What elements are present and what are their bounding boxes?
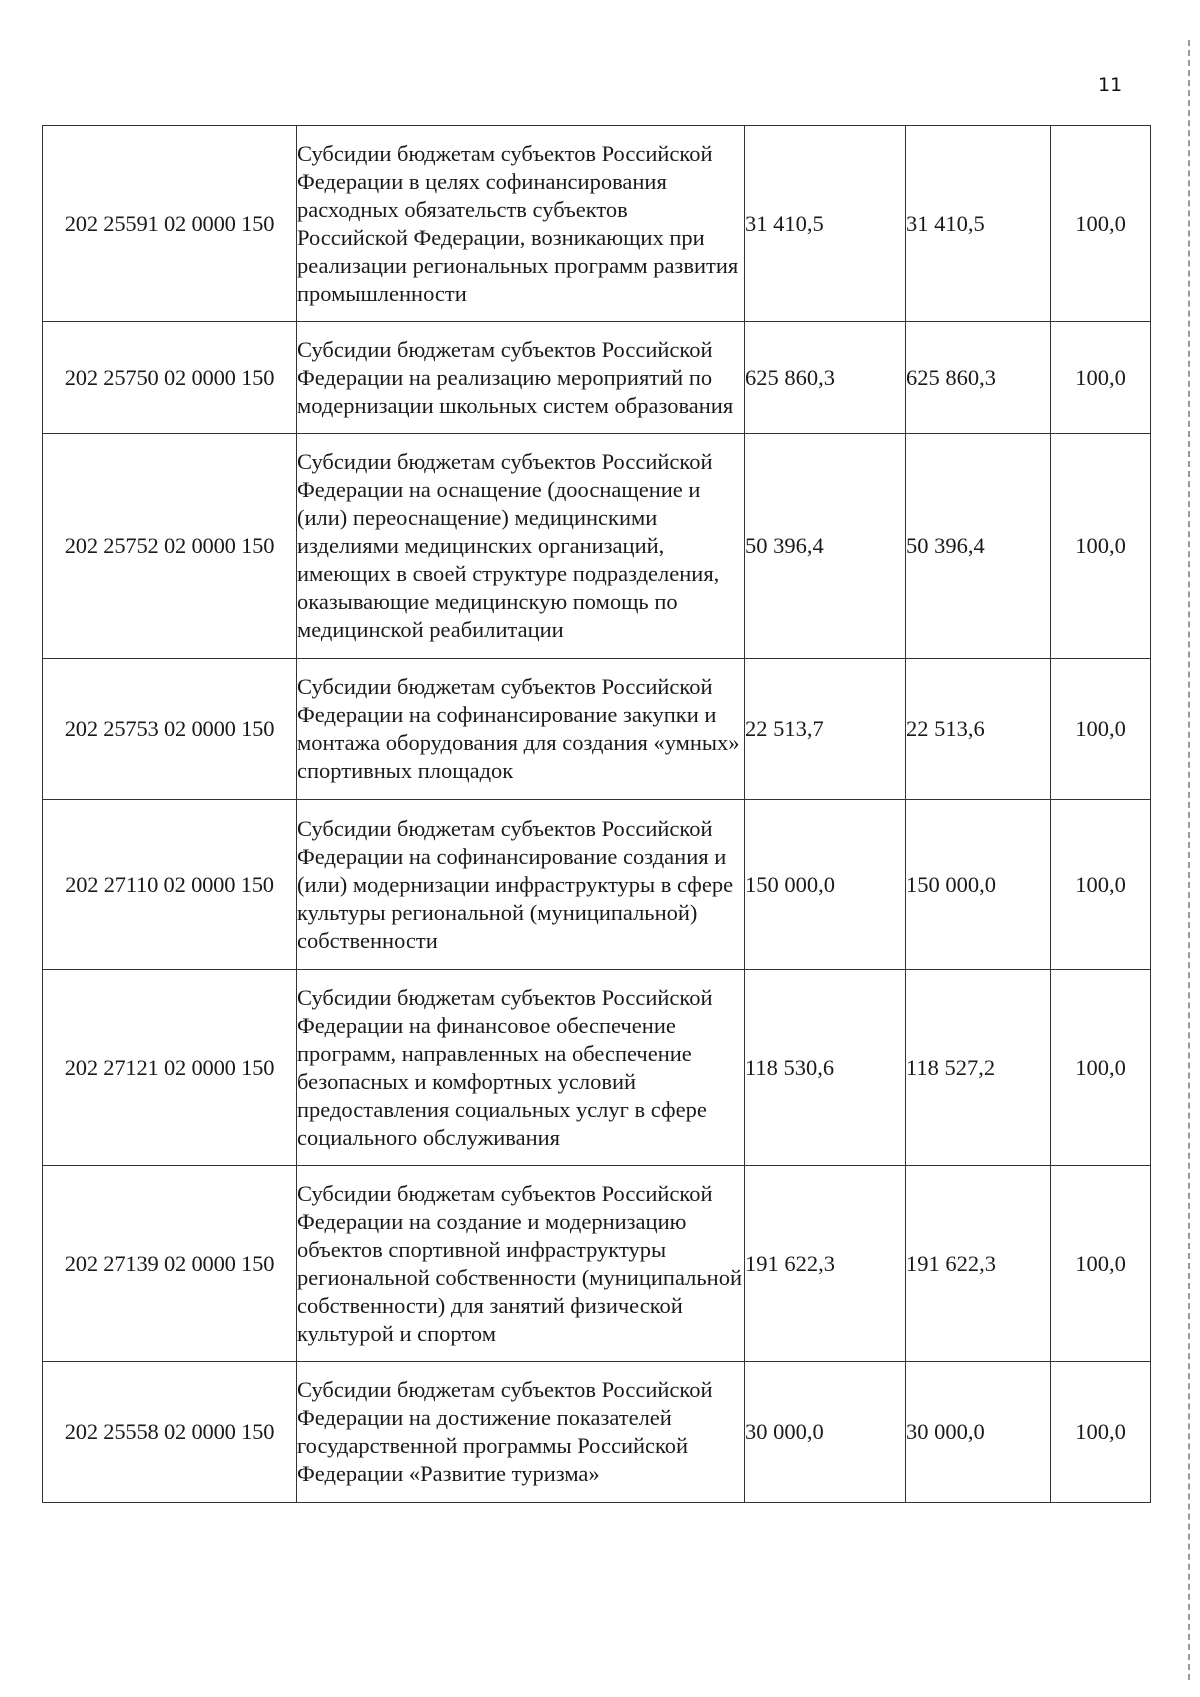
- actual-amount: 50 396,4: [906, 434, 1051, 659]
- table-row: [43, 1166, 1151, 1362]
- table-row: [43, 322, 1151, 434]
- scan-edge-line: [1188, 40, 1190, 1680]
- actual-amount: 22 513,6: [906, 659, 1051, 800]
- table-row: [43, 434, 1151, 659]
- planned-amount: 118 530,6: [745, 970, 906, 1166]
- execution-percent: 100,0: [1051, 322, 1151, 434]
- page-number: 11: [1098, 74, 1123, 96]
- budget-code: 202 27121 02 0000 150: [43, 970, 297, 1166]
- planned-amount: 31 410,5: [745, 126, 906, 322]
- row-description: Субсидии бюджетам субъектов Российской Федерации на реализацию мероприятий по модернизации школьных систем образования: [297, 322, 745, 434]
- execution-percent: 100,0: [1051, 1362, 1151, 1503]
- actual-amount: 625 860,3: [906, 322, 1051, 434]
- row-description: Субсидии бюджетам субъектов Российской Федерации на софинансирование закупки и монтажа оборудования для создания «умных» спортивных площадок: [297, 659, 745, 800]
- table-row: [43, 970, 1151, 1166]
- table-row: [43, 659, 1151, 800]
- budget-code: 202 25750 02 0000 150: [43, 322, 297, 434]
- planned-amount: 22 513,7: [745, 659, 906, 800]
- table-row: [43, 1362, 1151, 1503]
- planned-amount: 625 860,3: [745, 322, 906, 434]
- row-description: Субсидии бюджетам субъектов Российской Федерации на достижение показателей государственной программы Российской Федерации «Развитие туризма»: [297, 1362, 745, 1503]
- actual-amount: 118 527,2: [906, 970, 1051, 1166]
- budget-code: 202 25558 02 0000 150: [43, 1362, 297, 1503]
- table-row: [43, 126, 1151, 322]
- planned-amount: 30 000,0: [745, 1362, 906, 1503]
- budget-code: 202 25591 02 0000 150: [43, 126, 297, 322]
- execution-percent: 100,0: [1051, 1166, 1151, 1362]
- actual-amount: 191 622,3: [906, 1166, 1051, 1362]
- budget-table: [42, 125, 1151, 1503]
- planned-amount: 150 000,0: [745, 800, 906, 970]
- budget-code: 202 27110 02 0000 150: [43, 800, 297, 970]
- execution-percent: 100,0: [1051, 659, 1151, 800]
- row-description: Субсидии бюджетам субъектов Российской Федерации в целях софинансирования расходных обязательств субъектов Российской Федерации, возникающих при реализации региональных программ развития промышленности: [297, 126, 745, 322]
- budget-code: 202 25753 02 0000 150: [43, 659, 297, 800]
- row-description: Субсидии бюджетам субъектов Российской Федерации на финансовое обеспечение программ, направленных на обеспечение безопасных и комфортных условий предоставления социальных услуг в сфере социального обслуживания: [297, 970, 745, 1166]
- row-description: Субсидии бюджетам субъектов Российской Федерации на софинансирование создания и (или) модернизации инфраструктуры в сфере культуры региональной (муниципальной) собственности: [297, 800, 745, 970]
- execution-percent: 100,0: [1051, 126, 1151, 322]
- budget-code: 202 25752 02 0000 150: [43, 434, 297, 659]
- execution-percent: 100,0: [1051, 800, 1151, 970]
- planned-amount: 191 622,3: [745, 1166, 906, 1362]
- actual-amount: 150 000,0: [906, 800, 1051, 970]
- row-description: Субсидии бюджетам субъектов Российской Федерации на создание и модернизацию объектов спортивной инфраструктуры региональной собственности (муниципальной собственности) для занятий физической культурой и спортом: [297, 1166, 745, 1362]
- actual-amount: 31 410,5: [906, 126, 1051, 322]
- planned-amount: 50 396,4: [745, 434, 906, 659]
- budget-code: 202 27139 02 0000 150: [43, 1166, 297, 1362]
- row-description: Субсидии бюджетам субъектов Российской Федерации на оснащение (дооснащение и (или) переоснащение) медицинскими изделиями медицинских организаций, имеющих в своей структуре подразделения, оказывающие медицинскую помощь по медицинской реабилитации: [297, 434, 745, 659]
- execution-percent: 100,0: [1051, 434, 1151, 659]
- table-row: [43, 800, 1151, 970]
- actual-amount: 30 000,0: [906, 1362, 1051, 1503]
- execution-percent: 100,0: [1051, 970, 1151, 1166]
